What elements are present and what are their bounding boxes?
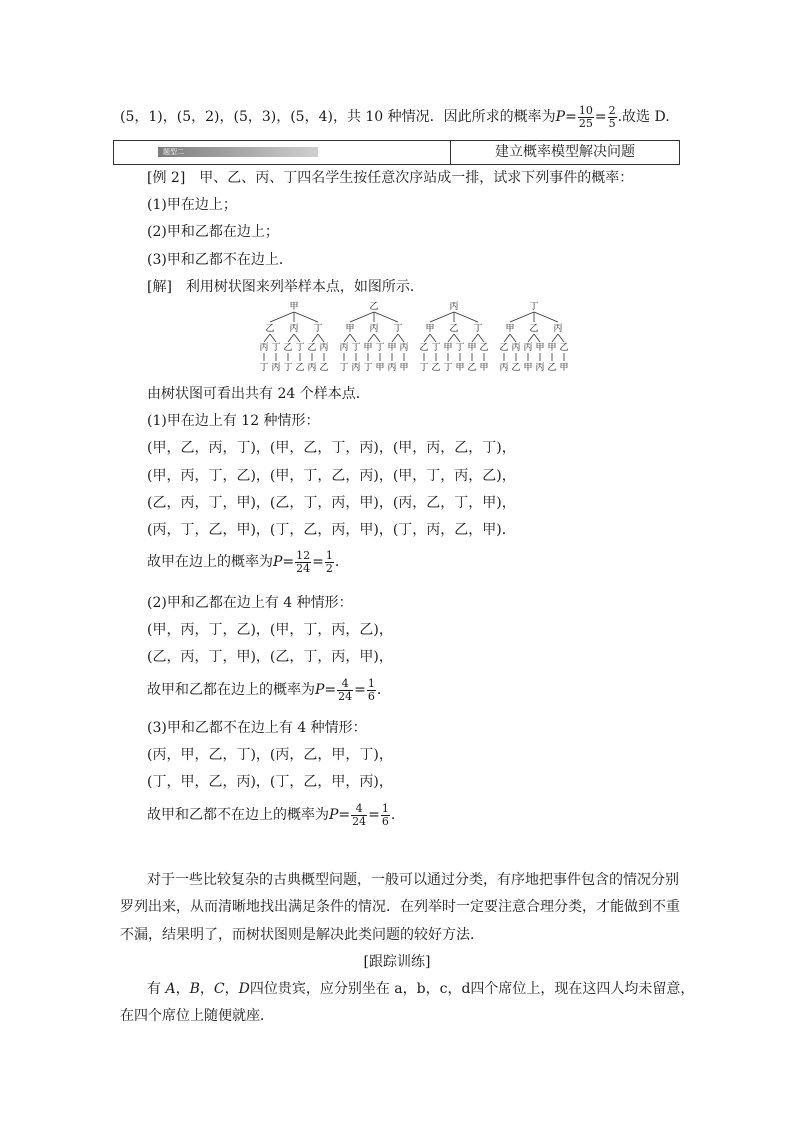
tree-leaf: 丙: [535, 363, 545, 372]
tree-leaf: 甲: [399, 363, 409, 372]
fraction-denominator: 24: [296, 561, 311, 575]
fraction-denominator: 24: [338, 689, 353, 703]
part3-row: (丁，甲，乙，丙)，(丁，乙，甲，丙)，: [147, 774, 393, 790]
tree-node: 丁: [455, 343, 465, 353]
tree-node: 丁: [393, 324, 403, 334]
fraction: [608, 105, 617, 130]
tree-branch: [558, 334, 564, 342]
tree-leaf: 丙: [271, 363, 281, 372]
seat-label: d: [461, 981, 471, 997]
banner-left-cell: [114, 141, 451, 164]
part3-row: (丙，甲，乙，丁)，(丙，乙，甲，丁)，: [147, 747, 393, 763]
guest-label: B: [189, 981, 200, 997]
tree-leaf: 丁: [419, 363, 429, 372]
total-statement: 由树状图可看出共有 24 个样本点．: [147, 386, 370, 402]
tree-leaf: 乙: [295, 363, 305, 372]
tree-node: 丁: [431, 343, 441, 353]
tree-node: 乙: [449, 324, 459, 334]
tree-branch: [294, 334, 300, 342]
tree-leaf: 乙: [467, 363, 477, 372]
example-question-1: (1)甲在边上；: [147, 197, 237, 213]
tree-node: 丁: [473, 324, 483, 334]
equals-sign: =: [324, 682, 337, 698]
tree-node: 丙: [399, 343, 409, 353]
conclusion-text: 故甲和乙都不在边上的概率为: [147, 807, 329, 823]
tree-branch: [472, 334, 478, 342]
tree-node: 甲: [345, 324, 355, 334]
tree-leaf: 乙: [431, 363, 441, 372]
tree-node: 丙: [289, 324, 299, 334]
tree-branch: [454, 312, 478, 322]
equals-sign: =: [338, 807, 351, 823]
practice-text: 四位贵宾，应分别坐在: [249, 981, 390, 997]
seat-label: c: [439, 981, 448, 997]
part2-heading: (2)甲和乙都在边上有 4 种情形：: [147, 595, 353, 611]
tree-node: 乙: [499, 343, 509, 353]
tree-node: 乙: [529, 324, 539, 334]
part2-row: (乙，丙，丁，甲)，(乙，丁，丙，甲)，: [147, 649, 393, 665]
prob-symbol: P: [315, 682, 325, 698]
top-line-tail: .故选 D.: [617, 109, 670, 125]
tree-node: 甲: [363, 343, 373, 353]
top-line: [120, 104, 670, 130]
conclusion-tail: .: [376, 682, 382, 698]
separator: ，: [224, 981, 239, 997]
seat-label: b: [416, 981, 426, 997]
tree-branch: [454, 334, 460, 342]
tree-node: 丙: [259, 343, 269, 353]
equals-sign: =: [565, 109, 577, 125]
tree-branch: [350, 312, 374, 322]
fraction-denominator: 24: [352, 814, 367, 828]
separator: ，: [402, 981, 417, 997]
part1-row: (丙，丁，乙，甲)，(丁，乙，丙，甲)，(丁，丙，乙，甲)．: [147, 522, 516, 538]
tree-branch: [534, 312, 558, 322]
tree-leaf: 甲: [375, 363, 385, 372]
conclusion-text: 故甲在边上的概率为: [147, 554, 273, 570]
part1-conclusion: [147, 549, 339, 575]
tree-branch: [312, 334, 318, 342]
fraction-numerator: 10: [578, 103, 593, 117]
part1-row: (甲，丙，丁，乙)，(甲，丁，乙，丙)，(甲，丁，丙，乙)，: [147, 468, 516, 484]
fraction-denominator: 6: [381, 814, 389, 828]
solution-intro: [解] 利用树状图来列举样本点，如图所示．: [147, 279, 424, 295]
guest-label: C: [213, 981, 225, 997]
tree-leaf: 乙: [547, 363, 557, 372]
tree-branch: [430, 334, 436, 342]
fraction-numerator: 4: [351, 803, 367, 816]
tree-node: 丁: [295, 343, 305, 353]
prob-symbol: P: [273, 554, 283, 570]
tree-node: 丁: [375, 343, 385, 353]
tree-node: 丁: [351, 343, 361, 353]
tree-root: 甲: [289, 302, 299, 312]
top-line-text: (5，1)，(5，2)，(5，3)，(5，4)，共 10 种情况．因此所求的概率为: [120, 109, 556, 125]
practice-text: 有: [147, 981, 161, 997]
tree-branch: [478, 334, 484, 342]
tree-leaf: 甲: [523, 363, 533, 372]
tree-leaf: 乙: [511, 363, 521, 372]
fraction-numerator: 2: [608, 103, 616, 117]
tree-branch: [430, 312, 454, 322]
practice-line-2: 在四个席位上随便就座．: [120, 1008, 274, 1024]
tree-branch: [392, 334, 398, 342]
tree-branch: [270, 312, 294, 322]
banner-title: 建立概率模型解决问题: [495, 144, 635, 160]
fraction: [367, 678, 376, 703]
fraction: [351, 803, 367, 828]
seat-label: a: [394, 981, 403, 997]
fraction: [381, 803, 390, 828]
tree-node: 丙: [523, 343, 533, 353]
guest-label: D: [238, 981, 250, 997]
fraction-denominator: 6: [367, 689, 375, 703]
separator: ，: [199, 981, 214, 997]
tree-node: 乙: [559, 343, 569, 353]
tree-leaf: 丙: [307, 363, 317, 372]
tree-leaf: 丙: [351, 363, 361, 372]
part1-row: (乙，丙，丁，甲)，(乙，丁，丙，甲)，(丙，乙，丁，甲)，: [147, 495, 516, 511]
practice-line-1: [147, 979, 694, 999]
equals-sign: =: [312, 554, 324, 570]
tree-node: 丙: [553, 324, 563, 334]
tree-node: 乙: [479, 343, 489, 353]
tree-root: 丙: [449, 302, 459, 312]
tree-node: 丙: [369, 324, 379, 334]
prob-symbol: P: [329, 807, 339, 823]
tree-branch: [288, 334, 294, 342]
tree-branch: [510, 334, 516, 342]
tree-leaf: 丁: [443, 363, 453, 372]
tree-leaf: 丙: [499, 363, 509, 372]
tree-root: 乙: [369, 302, 379, 312]
prob-symbol: P: [555, 109, 566, 125]
summary-line: 对于一些比较复杂的古典概型问题，一般可以通过分类，有序地把事件包含的情况分别: [147, 872, 679, 888]
example-question-3: (3)甲和乙都不在边上．: [147, 252, 293, 268]
fraction-numerator: 1: [367, 676, 375, 690]
tree-branch: [374, 312, 398, 322]
part1-heading: (1)甲在边上有 12 种情形：: [147, 413, 320, 429]
tree-branch: [318, 334, 324, 342]
tree-node: 丁: [271, 343, 281, 353]
part3-conclusion: [147, 802, 395, 828]
guest-label: A: [165, 981, 176, 997]
tree-branch: [368, 334, 374, 342]
tree-node: 甲: [505, 324, 515, 334]
tree-branch: [528, 334, 534, 342]
tree-node: 丙: [511, 343, 521, 353]
fraction-denominator: 2: [325, 561, 333, 575]
fraction-numerator: 1: [325, 548, 333, 562]
tree-leaf: 甲: [479, 363, 489, 372]
equals-sign: =: [282, 554, 295, 570]
tree-node: 乙: [265, 324, 275, 334]
section-banner: [113, 140, 680, 165]
equals-sign: =: [594, 109, 607, 125]
tree-branch: [552, 334, 558, 342]
practice-text: 四个席位上，现在这四人均未留意，: [470, 981, 695, 997]
conclusion-tail: .: [390, 807, 396, 823]
part3-heading: (3)甲和乙都不在边上有 4 种情形：: [147, 720, 367, 736]
conclusion-tail: .: [334, 554, 340, 570]
tree-leaf: 甲: [455, 363, 465, 372]
tree-node: 甲: [535, 343, 545, 353]
fraction-numerator: 1: [381, 801, 389, 815]
summary-line: 不漏，结果明了，而树状图则是解决此类问题的较好方法．: [120, 927, 484, 943]
tree-branch: [448, 334, 454, 342]
tree-branch: [398, 334, 404, 342]
equals-sign: =: [368, 807, 380, 823]
tree-branch: [270, 334, 276, 342]
tree-branch: [504, 334, 510, 342]
tree-branch: [424, 334, 430, 342]
tree-node: 甲: [547, 343, 557, 353]
tree-branch: [374, 334, 380, 342]
tree-diagram: [258, 300, 578, 372]
banner-tag: 题型二: [158, 147, 318, 157]
tree-node: 丙: [339, 343, 349, 353]
tree-leaf: 甲: [559, 363, 569, 372]
practice-title: [跟踪训练]: [363, 954, 431, 970]
tree-node: 甲: [425, 324, 435, 334]
summary-line: 罗列出来，从而清晰地找出满足条件的情况．在列举时一定要注意合理分类，才能做到不重: [120, 899, 680, 915]
part1-row: (甲，乙，丙，丁)，(甲，乙，丁，丙)，(甲，丙，乙，丁)，: [147, 440, 516, 456]
example-intro: [例 2] 甲、乙、丙、丁四名学生按任意次序站成一排，试求下列事件的概率：: [147, 170, 634, 186]
tree-node: 甲: [467, 343, 477, 353]
fraction: [295, 550, 311, 575]
separator: ，: [425, 981, 440, 997]
conclusion-text: 故甲和乙都在边上的概率为: [147, 682, 315, 698]
tree-node: 乙: [307, 343, 317, 353]
tree-leaf: 乙: [319, 363, 329, 372]
tree-node: 甲: [443, 343, 453, 353]
tree-leaf: 丙: [387, 363, 397, 372]
tree-leaf: 丁: [283, 363, 293, 372]
fraction: [325, 550, 334, 575]
tree-node: 丙: [319, 343, 329, 353]
fraction-numerator: 12: [296, 548, 311, 562]
tree-node: 丁: [313, 324, 323, 334]
tree-branch: [534, 334, 540, 342]
tree-branch: [344, 334, 350, 342]
tree-node: 甲: [387, 343, 397, 353]
part2-row: (甲，丙，丁，乙)，(甲，丁，丙，乙)，: [147, 622, 393, 638]
tree-leaf: 丁: [363, 363, 373, 372]
tree-branch: [510, 312, 534, 322]
tree-branch: [264, 334, 270, 342]
part2-conclusion: [147, 677, 381, 703]
fraction: [337, 678, 353, 703]
tree-branch: [294, 312, 318, 322]
fraction-numerator: 4: [337, 678, 353, 691]
fraction-denominator: 5: [608, 116, 616, 130]
separator: ，: [447, 981, 462, 997]
example-question-2: (2)甲和乙都在边上；: [147, 224, 279, 240]
tree-leaf: 丁: [259, 363, 269, 372]
tree-leaf: 丁: [339, 363, 349, 372]
tree-branch: [350, 334, 356, 342]
tree-node: 乙: [419, 343, 429, 353]
tree-root: 丁: [529, 302, 539, 312]
fraction-denominator: 25: [578, 116, 593, 130]
fraction: [578, 105, 594, 130]
separator: ，: [175, 981, 190, 997]
tree-node: 乙: [283, 343, 293, 353]
equals-sign: =: [354, 682, 366, 698]
